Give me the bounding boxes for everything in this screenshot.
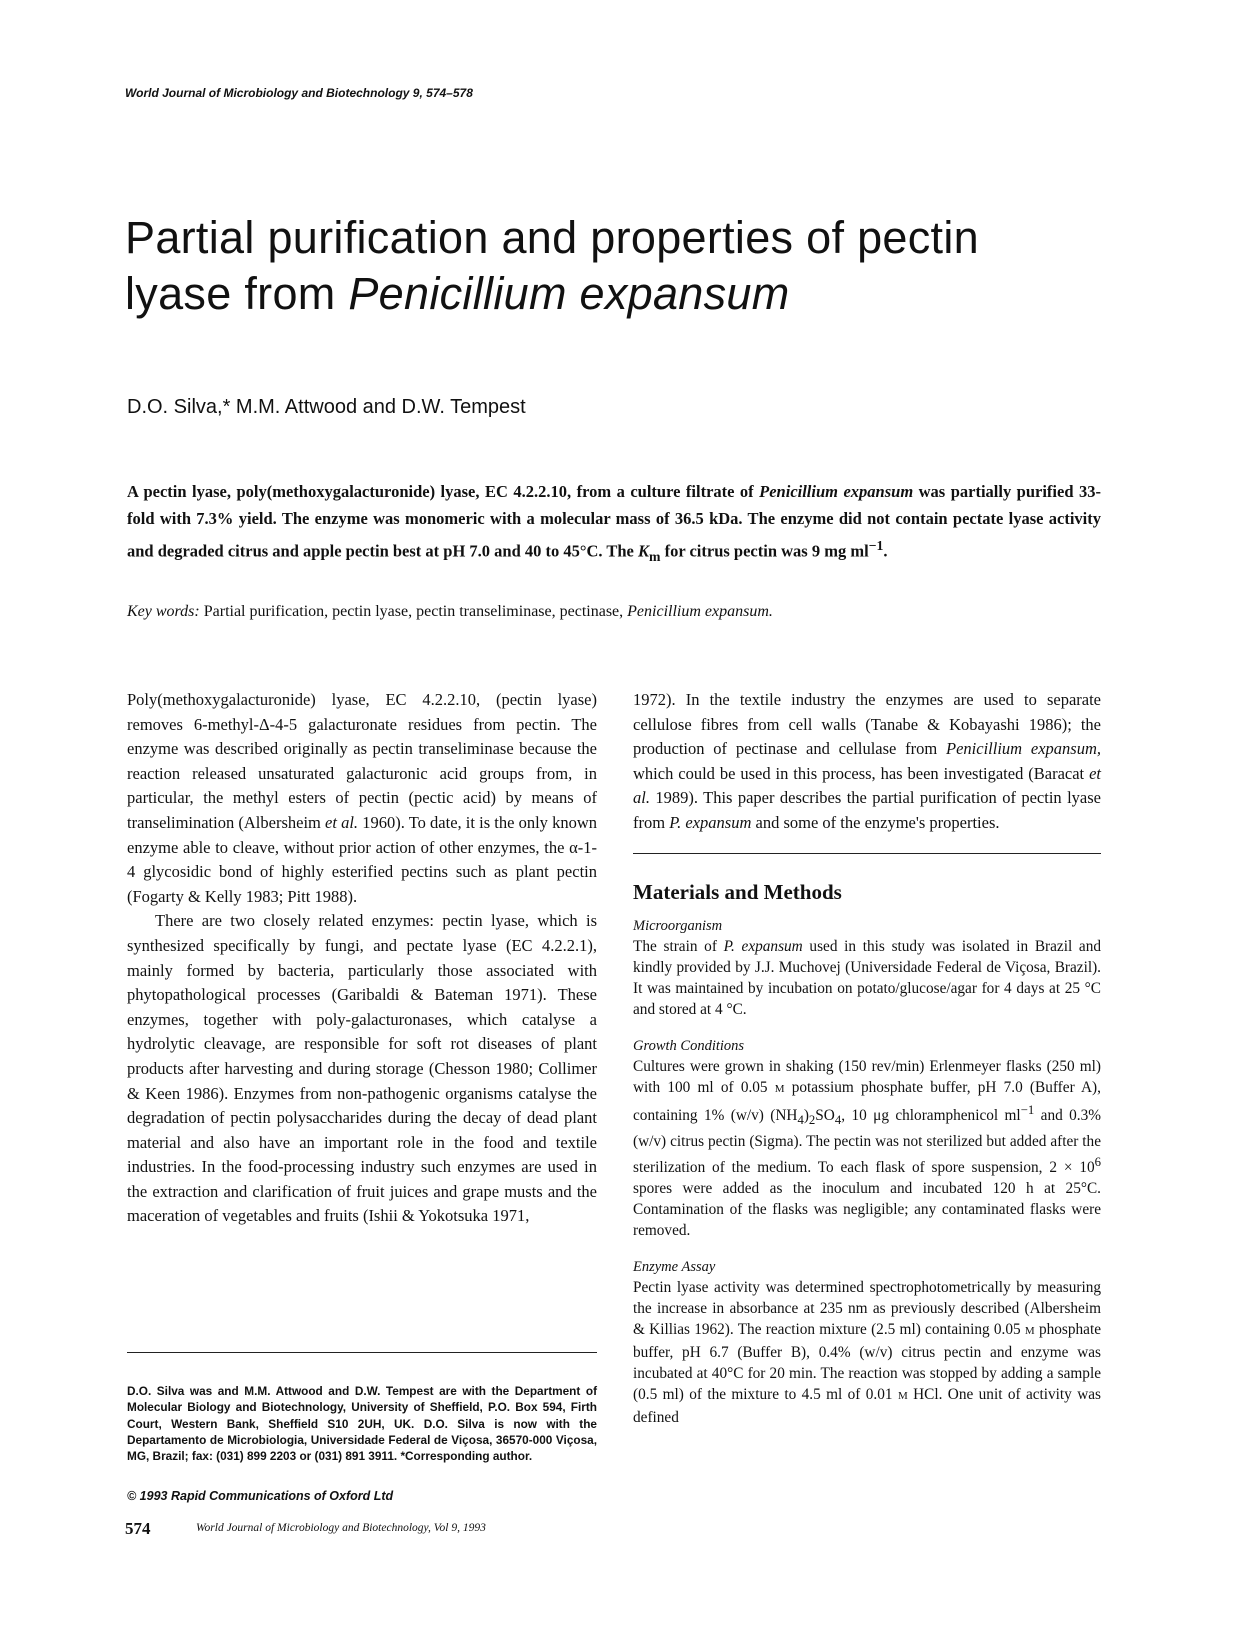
right-p1-etal: et al. bbox=[633, 763, 1101, 808]
keywords-text: Partial purification, pectin lyase, pectin transeliminase, pectinase, bbox=[199, 603, 628, 620]
growth-f: and 0.3% (w/v) citrus pectin (Sigma). The pectin was not sterilized but added after the sterilization of the medium. To each flask of spore suspension, 2 × 10 bbox=[633, 1107, 1101, 1177]
left-p1-text-a: Poly(methoxygalacturonide) lyase, EC 4.2.2.10, (pectin lyase) removes 6-methyl-Δ-4-5 galacturonate residues from pectin. The enzyme was described originally as pectin transeliminase because the reaction released unsaturated galacturonic acid groups from, in particular, the methyl esters of pectin (pectic acid) by means of transelimination (Albersheim bbox=[127, 690, 597, 832]
abstract-end: . bbox=[883, 541, 888, 561]
subheading-enzyme-assay: Enzyme Assay bbox=[633, 1259, 716, 1276]
assay-molar-2: M bbox=[897, 1390, 908, 1403]
right-p1-a: 1972). In the textile industry the enzymes are used to separate cellulose fibres from cell walls (Tanabe & Kobayashi 1986); the production of pectinase and cellulase from bbox=[633, 690, 1101, 759]
growth-sub-4b: 4 bbox=[834, 1113, 842, 1128]
abstract-km-sub: m bbox=[649, 548, 661, 564]
keywords-label: Key words: bbox=[127, 603, 200, 620]
keywords-species: Penicillium expansum. bbox=[627, 603, 773, 620]
title-line-1: Partial purification and properties of pectin bbox=[125, 212, 979, 263]
growth-d: SO bbox=[815, 1107, 835, 1125]
growth-c: ) bbox=[803, 1107, 809, 1125]
section-heading-materials-methods: Materials and Methods bbox=[633, 879, 842, 904]
growth-b: potassium phosphate buffer, pH 7.0 (Buffer A), containing 1% (w/v) (NH bbox=[633, 1079, 1101, 1125]
growth-sub-4: 4 bbox=[797, 1113, 804, 1128]
growth-sup-6: 6 bbox=[1094, 1155, 1101, 1170]
abstract-part-3: for citrus pectin was 9 mg ml bbox=[660, 541, 869, 561]
right-p1-d: and some of the enzyme's properties. bbox=[751, 812, 1000, 832]
assay-c: HCl. One unit of activity was defined bbox=[633, 1386, 1101, 1427]
paragraph-microorganism bbox=[633, 936, 1101, 1020]
abstract-unit-sup: −1 bbox=[868, 538, 884, 553]
right-p1-species: Penicillium expansum, bbox=[946, 739, 1102, 759]
running-head-volume: 9, bbox=[412, 86, 423, 100]
left-paragraph-2: There are two closely related enzymes: pectin lyase, which is synthesized specifically by fungi, and pectate lyase (EC 4.2.2.1), mainly formed by bacteria, particularly those associated with phytopathological processes (Garibaldi & Bateman 1971). These enzymes, together with poly-galacturonases, which catalyse a hydrolytic cleavage, are responsible for soft rot diseases of plant products after harvesting and during storage (Chesson 1980; Collimer & Keen 1986). Enzymes from non-pathogenic organisms catalyse the degradation of pectin polysaccharides during the decay of dead plant material and also have an important role in the food and textile industries. In the food-processing industry such enzymes are used in the extraction and clarification of fruit juices and grape musts and the maceration of vegetables and fruits (Ishii & Yokotsuka 1971, bbox=[127, 911, 597, 1226]
abstract bbox=[127, 478, 1101, 570]
micro-a: The strain of bbox=[633, 938, 724, 956]
footnote-divider bbox=[127, 1352, 597, 1353]
paragraph-enzyme-assay bbox=[633, 1277, 1101, 1428]
abstract-part-1: A pectin lyase, poly(methoxygalacturonide) lyase, EC 4.2.2.10, from a culture filtrate of bbox=[127, 482, 760, 501]
title-line-2 bbox=[125, 266, 1125, 322]
right-paragraph-1 bbox=[633, 688, 1101, 836]
affiliation-footnote: D.O. Silva was and M.M. Attwood and D.W. Tempest are with the Department of Molecular Biology and Biotechnology, University of Sheffield, P.O. Box 594, Firth Court, Western Bank, Sheffield S10 2UH, UK. D.O. Silva is now with the Departamento de Microbiologia, Universidade Federal de Viçosa, 36570-000 Viçosa, MG, Brazil; fax: (031) 899 2203 or (031) 891 3911. *Corresponding author. bbox=[127, 1384, 597, 1464]
right-p1-c: 1989). This paper describes the partial purification of pectin lyase from bbox=[633, 788, 1101, 832]
assay-b: phosphate buffer, pH 6.7 (Buffer B), 0.4% (w/v) citrus pectin and enzyme was incubated at 40°C for 20 min. The reaction was stopped by adding a sample (0.5 ml) of the mixture to 4.5 ml of 0.01 bbox=[633, 1321, 1101, 1404]
left-p1-text-b: 1960). To date, it is the only known enzyme able to cleave, without prior action of other enzymes, the α-1-4 glycosidic bond of highly esterified pectins such as plant pectin (Fogarty & Kelly 1983; Pitt 1988). bbox=[127, 812, 598, 906]
growth-g: spores were added as the inoculum and incubated 120 h at 25°C. Contamination of the flasks was negligible; any contaminated flasks were removed. bbox=[633, 1180, 1101, 1240]
micro-species: P. expansum bbox=[723, 938, 803, 956]
author-list bbox=[127, 396, 526, 419]
paragraph-growth-conditions bbox=[633, 1056, 1101, 1241]
authors-others: M.M. Attwood and D.W. Tempest bbox=[235, 396, 526, 418]
running-head bbox=[125, 86, 473, 100]
keywords bbox=[127, 603, 1101, 621]
title-species: Penicillium expansum bbox=[348, 268, 790, 319]
assay-a: Pectin lyase activity was determined spectrophotometrically by measuring the increase in absorbance at 235 nm as previously described (Albersheim & Killias 1962). The reaction mixture (2.5 ml) containing 0.05 bbox=[633, 1279, 1101, 1339]
running-head-pages: 574–578 bbox=[426, 86, 473, 100]
growth-e: , 10 μg chloramphenicol ml bbox=[841, 1107, 1021, 1125]
micro-b: used in this study was isolated in Brazil and kindly provided by J.J. Muchovej (Universidade Federal de Viçosa, Brazil). It was maintained by incubation on potato/glucose/agar for 4 days at 25 °C and stored at 4 °C. bbox=[633, 938, 1101, 1019]
right-p1-species-2: P. expansum bbox=[669, 812, 752, 832]
abstract-part-2: was partially purified 33-fold with 7.3% yield. The enzyme was monomeric with a molecular mass of 36.5 kDa. The enzyme did not contain pectate lyase activity and degraded citrus and apple pectin best at pH 7.0 and 40 to 45°C. The bbox=[127, 482, 1101, 561]
section-divider bbox=[633, 853, 1101, 854]
left-p1-etal: et al. bbox=[325, 812, 359, 832]
growth-sup-1: −1 bbox=[1020, 1103, 1035, 1118]
right-p1-b: which could be used in this process, has been investigated (Baracat bbox=[633, 763, 1090, 783]
author-silva: D.O. Silva,* bbox=[127, 396, 231, 418]
abstract-species: Penicillium expansum bbox=[759, 482, 914, 501]
subheading-growth-conditions: Growth Conditions bbox=[633, 1038, 745, 1055]
footer-journal: World Journal of Microbiology and Biotechnology, Vol 9, 1993 bbox=[196, 1522, 486, 1534]
abstract-km: K bbox=[637, 541, 649, 561]
article-title bbox=[125, 210, 1125, 322]
growth-sub-2: 2 bbox=[808, 1113, 816, 1128]
right-column bbox=[633, 688, 1101, 1428]
subheading-microorganism: Microorganism bbox=[633, 918, 723, 935]
growth-a: Cultures were grown in shaking (150 rev/min) Erlenmeyer flasks (250 ml) with 100 ml of 0.05 bbox=[633, 1058, 1101, 1097]
left-paragraph-1 bbox=[127, 688, 597, 909]
left-column bbox=[127, 688, 597, 1229]
copyright-notice: © 1993 Rapid Communications of Oxford Ltd bbox=[127, 1489, 394, 1503]
growth-molar: M bbox=[774, 1083, 785, 1096]
running-head-journal: World Journal of Microbiology and Biotechnology bbox=[125, 86, 410, 100]
title-line-2-plain: lyase from bbox=[125, 268, 349, 319]
page-number: 574 bbox=[125, 1519, 151, 1538]
assay-molar-1: M bbox=[1024, 1325, 1035, 1338]
